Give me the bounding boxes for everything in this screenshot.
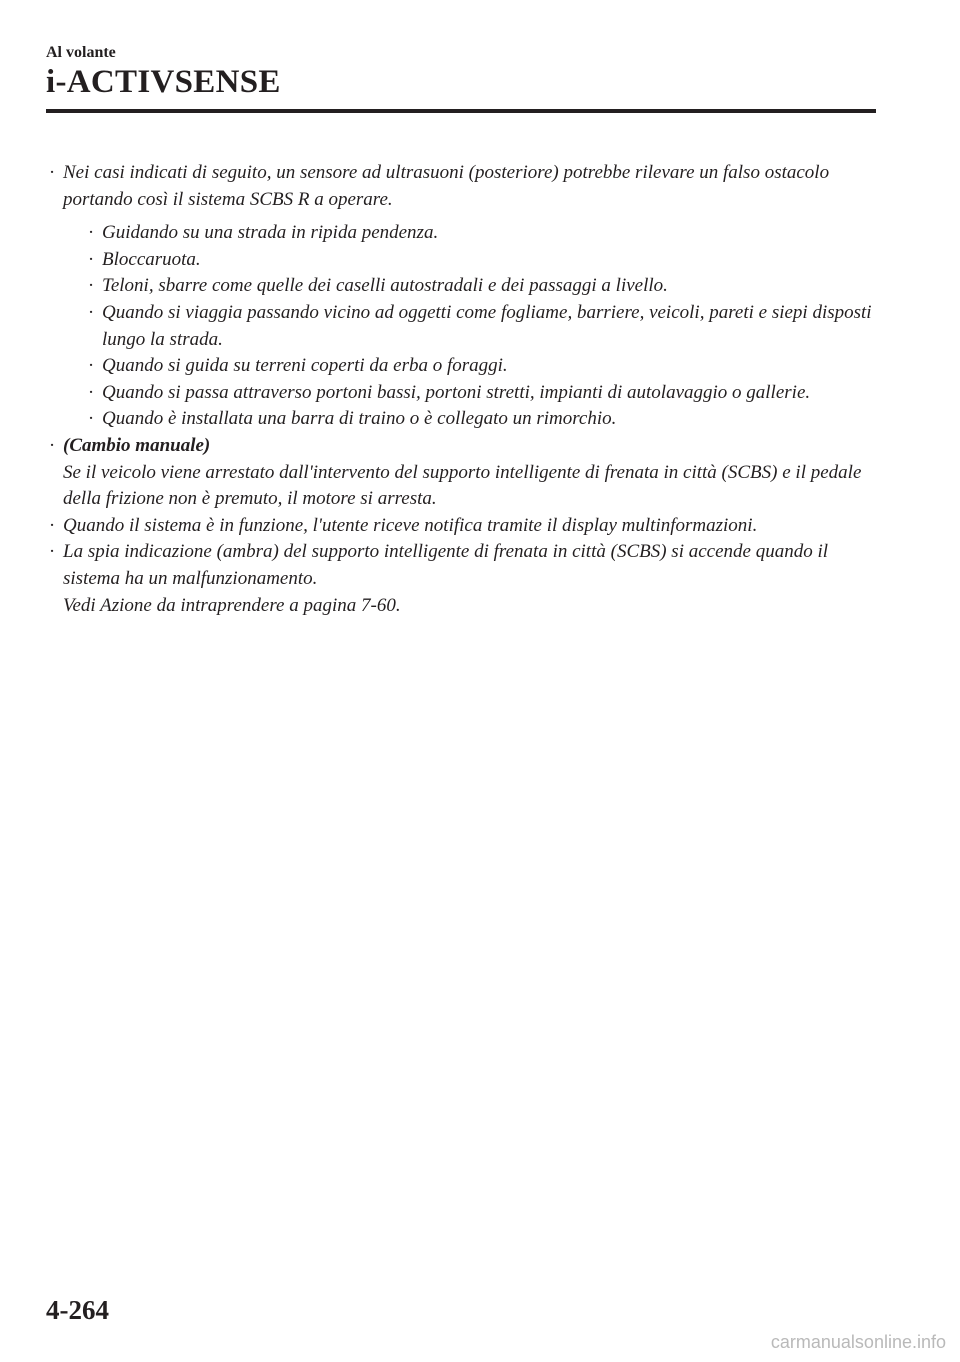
sub-list-item xyxy=(85,220,886,247)
bullet-icon: · xyxy=(48,541,56,563)
sub-item-text: Quando è installata una barra di traino o è collegato un rimorchio. xyxy=(102,408,617,430)
list-item xyxy=(46,513,886,540)
content-body xyxy=(46,160,886,619)
item-heading: (Cambio manuale) xyxy=(63,434,211,456)
main-list xyxy=(46,160,886,619)
sub-list xyxy=(63,220,886,433)
sub-item-text: Quando si passa attraverso portoni bassi, portoni stretti, impianti di autolavaggio o gallerie. xyxy=(102,381,811,403)
item-text: Se il veicolo viene arrestato dall'intervento del supporto intelligente di frenata in città (SCBS) e il pedale della frizione non è premuto, il motore si arresta. xyxy=(63,461,862,510)
sub-item-text: Quando si guida su terreni coperti da erba o foraggi. xyxy=(102,355,508,377)
sub-item-text: Guidando su una strada in ripida pendenza. xyxy=(102,222,439,244)
sub-list-item xyxy=(85,353,886,380)
cross-reference: Vedi Azione da intraprendere a pagina 7-60. xyxy=(63,594,401,616)
page-number: 4-264 xyxy=(46,1295,109,1325)
list-item xyxy=(46,160,886,433)
list-item xyxy=(46,433,886,513)
sub-item-text: Teloni, sbarre come quelle dei caselli autostradali e dei passaggi a livello. xyxy=(102,275,668,297)
item-text: Quando il sistema è in funzione, l'utente riceve notifica tramite il display multinformazioni. xyxy=(63,514,758,536)
sub-list-item xyxy=(85,273,886,300)
sub-list-item xyxy=(85,300,886,353)
section-label: Al volante xyxy=(46,44,116,61)
bullet-icon: · xyxy=(87,248,95,270)
bullet-icon: · xyxy=(87,275,95,297)
list-item xyxy=(46,539,886,619)
sub-list-item xyxy=(85,247,886,274)
bullet-icon: · xyxy=(48,162,56,183)
bullet-icon: · xyxy=(87,301,95,323)
title-divider xyxy=(46,109,876,113)
sub-item-text: Bloccaruota. xyxy=(102,248,201,270)
bullet-icon: · xyxy=(87,381,95,403)
bullet-icon: · xyxy=(48,434,56,456)
sub-list-item xyxy=(85,380,886,407)
page-title: i-ACTIVSENSE xyxy=(46,64,281,100)
bullet-icon: · xyxy=(87,222,95,244)
watermark: carmanualsonline.info xyxy=(770,1332,946,1352)
sub-item-text: Quando si viaggia passando vicino ad oggetti come fogliame, barriere, veicoli, pareti e siepi disposti lungo la strada. xyxy=(102,301,872,350)
bullet-icon: · xyxy=(87,408,95,430)
bullet-icon: · xyxy=(87,355,95,377)
item-text: Nei casi indicati di seguito, un sensore ad ultrasuoni (posteriore) potrebbe rilevare un falso ostacolo portando così il sistema SCBS R a operare. xyxy=(63,162,830,210)
item-text: La spia indicazione (ambra) del supporto intelligente di frenata in città (SCBS) si accende quando il sistema ha un malfunzionamento. xyxy=(63,541,829,589)
bullet-icon: · xyxy=(48,514,56,536)
sub-list-item xyxy=(85,406,886,433)
